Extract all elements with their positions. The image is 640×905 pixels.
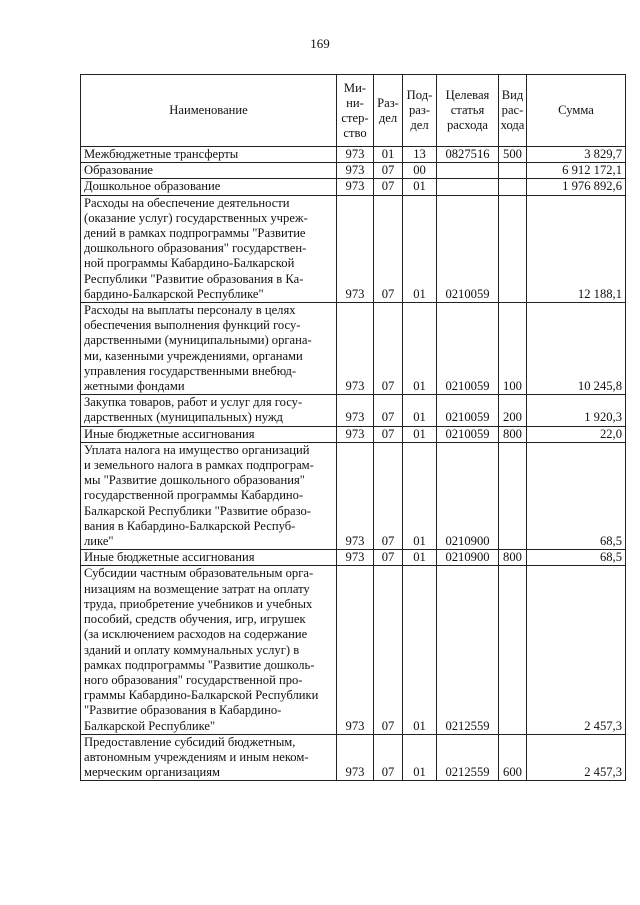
row-expense-type-cell: 800 (499, 550, 527, 566)
header-expense-type: Вид рас- хода (499, 75, 527, 147)
row-ministry-cell: 973 (337, 395, 374, 426)
row-subsection-cell: 13 (403, 147, 437, 163)
table-row (81, 195, 626, 302)
row-target-article-cell: 0210900 (437, 550, 499, 566)
row-target-article-cell: 0212559 (437, 566, 499, 734)
row-expense-type-cell (499, 195, 527, 302)
row-name-cell: Межбюджетные трансферты (81, 147, 337, 163)
header-target-article: Целевая статья расхода (437, 75, 499, 147)
row-expense-type-cell (499, 442, 527, 549)
row-target-article-cell (437, 163, 499, 179)
table-row (81, 442, 626, 549)
row-section-cell: 07 (374, 442, 403, 549)
row-name-cell: Предоставление субсидий бюджетным, автономным учреждениям и иным неком- мерческим организациям (81, 734, 337, 781)
row-subsection-cell: 01 (403, 179, 437, 195)
row-ministry-cell: 973 (337, 426, 374, 442)
row-expense-type-cell: 100 (499, 303, 527, 395)
row-section-cell: 07 (374, 734, 403, 781)
row-subsection-cell: 01 (403, 303, 437, 395)
row-name-cell: Расходы на обеспечение деятельности (оказание услуг) государственных учреж- дений в рамках подпрограммы "Развитие дошкольного образования" государствен- ной программы Кабардино-Балкарской Республики "Развитие образования в Ка- бардино-Балкарской Республике" (81, 195, 337, 302)
row-subsection-cell: 01 (403, 195, 437, 302)
header-name: Наименование (81, 75, 337, 147)
row-name-cell: Иные бюджетные ассигнования (81, 550, 337, 566)
page-number: 169 (310, 36, 330, 51)
table-row (81, 303, 626, 395)
row-sum-cell: 3 829,7 (527, 147, 626, 163)
row-sum-cell: 2 457,3 (527, 734, 626, 781)
row-expense-type-cell (499, 566, 527, 734)
row-target-article-cell: 0212559 (437, 734, 499, 781)
row-section-cell: 07 (374, 426, 403, 442)
row-name-cell: Расходы на выплаты персоналу в целях обеспечения выполнения функций госу- дарственными (муниципальными) органа- ми, казенными учреждениями, органами управления государственными внебюд- жетными фондами (81, 303, 337, 395)
row-name-cell: Дошкольное образование (81, 179, 337, 195)
row-expense-type-cell (499, 163, 527, 179)
row-section-cell: 07 (374, 303, 403, 395)
row-ministry-cell: 973 (337, 550, 374, 566)
table-header-row (81, 75, 626, 147)
row-sum-cell: 10 245,8 (527, 303, 626, 395)
row-name-cell: Образование (81, 163, 337, 179)
row-section-cell: 07 (374, 550, 403, 566)
row-target-article-cell (437, 179, 499, 195)
row-name-cell: Уплата налога на имущество организаций и земельного налога в рамках подпрограм- мы "Развитие дошкольного образования" государственной программы Кабардино- Балкарской Республики "Развитие образо- вания в Кабардино-Балкарской Респуб- лике" (81, 442, 337, 549)
row-target-article-cell: 0827516 (437, 147, 499, 163)
row-sum-cell: 2 457,3 (527, 566, 626, 734)
row-expense-type-cell: 200 (499, 395, 527, 426)
row-section-cell: 07 (374, 566, 403, 734)
row-name-cell: Субсидии частным образовательным орга- низациям на возмещение затрат на оплату труда, приобретение учебников и учебных пособий, средств обучения, игр, игрушек (за исключением расходов на содержание зданий и оплату коммунальных услуг) в рамках подпрограммы "Развитие дошколь- ного образования" государственной про- граммы Кабардино-Балкарской Республики "Развитие образования в Кабардино- Балкарской Республике" (81, 566, 337, 734)
row-subsection-cell: 01 (403, 426, 437, 442)
table-row (81, 163, 626, 179)
table-row (81, 566, 626, 734)
row-sum-cell: 6 912 172,1 (527, 163, 626, 179)
row-ministry-cell: 973 (337, 566, 374, 734)
row-subsection-cell: 01 (403, 566, 437, 734)
header-sum: Сумма (527, 75, 626, 147)
row-name-cell: Иные бюджетные ассигнования (81, 426, 337, 442)
row-name-cell: Закупка товаров, работ и услуг для госу- дарственных (муниципальных) нужд (81, 395, 337, 426)
row-ministry-cell: 973 (337, 179, 374, 195)
row-section-cell: 07 (374, 163, 403, 179)
row-target-article-cell: 0210059 (437, 426, 499, 442)
header-section: Раз- дел (374, 75, 403, 147)
row-target-article-cell: 0210059 (437, 303, 499, 395)
row-subsection-cell: 01 (403, 395, 437, 426)
row-sum-cell: 22,0 (527, 426, 626, 442)
header-ministry: Ми- ни- стер- ство (337, 75, 374, 147)
row-ministry-cell: 973 (337, 147, 374, 163)
table-row (81, 426, 626, 442)
row-ministry-cell: 973 (337, 195, 374, 302)
row-section-cell: 07 (374, 179, 403, 195)
row-subsection-cell: 01 (403, 442, 437, 549)
row-target-article-cell: 0210059 (437, 195, 499, 302)
row-sum-cell: 1 976 892,6 (527, 179, 626, 195)
row-subsection-cell: 00 (403, 163, 437, 179)
row-subsection-cell: 01 (403, 550, 437, 566)
row-section-cell: 07 (374, 195, 403, 302)
row-subsection-cell: 01 (403, 734, 437, 781)
row-expense-type-cell: 800 (499, 426, 527, 442)
row-expense-type-cell (499, 179, 527, 195)
row-target-article-cell: 0210900 (437, 442, 499, 549)
row-ministry-cell: 973 (337, 303, 374, 395)
row-sum-cell: 68,5 (527, 442, 626, 549)
row-sum-cell: 68,5 (527, 550, 626, 566)
row-expense-type-cell: 500 (499, 147, 527, 163)
row-ministry-cell: 973 (337, 442, 374, 549)
row-ministry-cell: 973 (337, 734, 374, 781)
table-row (81, 179, 626, 195)
table-row (81, 734, 626, 781)
row-expense-type-cell: 600 (499, 734, 527, 781)
row-target-article-cell: 0210059 (437, 395, 499, 426)
header-subsection: Под- раз- дел (403, 75, 437, 147)
row-section-cell: 07 (374, 395, 403, 426)
row-section-cell: 01 (374, 147, 403, 163)
table-row (81, 550, 626, 566)
table-row (81, 395, 626, 426)
row-ministry-cell: 973 (337, 163, 374, 179)
budget-table (80, 74, 626, 781)
row-sum-cell: 1 920,3 (527, 395, 626, 426)
row-sum-cell: 12 188,1 (527, 195, 626, 302)
table-row (81, 147, 626, 163)
